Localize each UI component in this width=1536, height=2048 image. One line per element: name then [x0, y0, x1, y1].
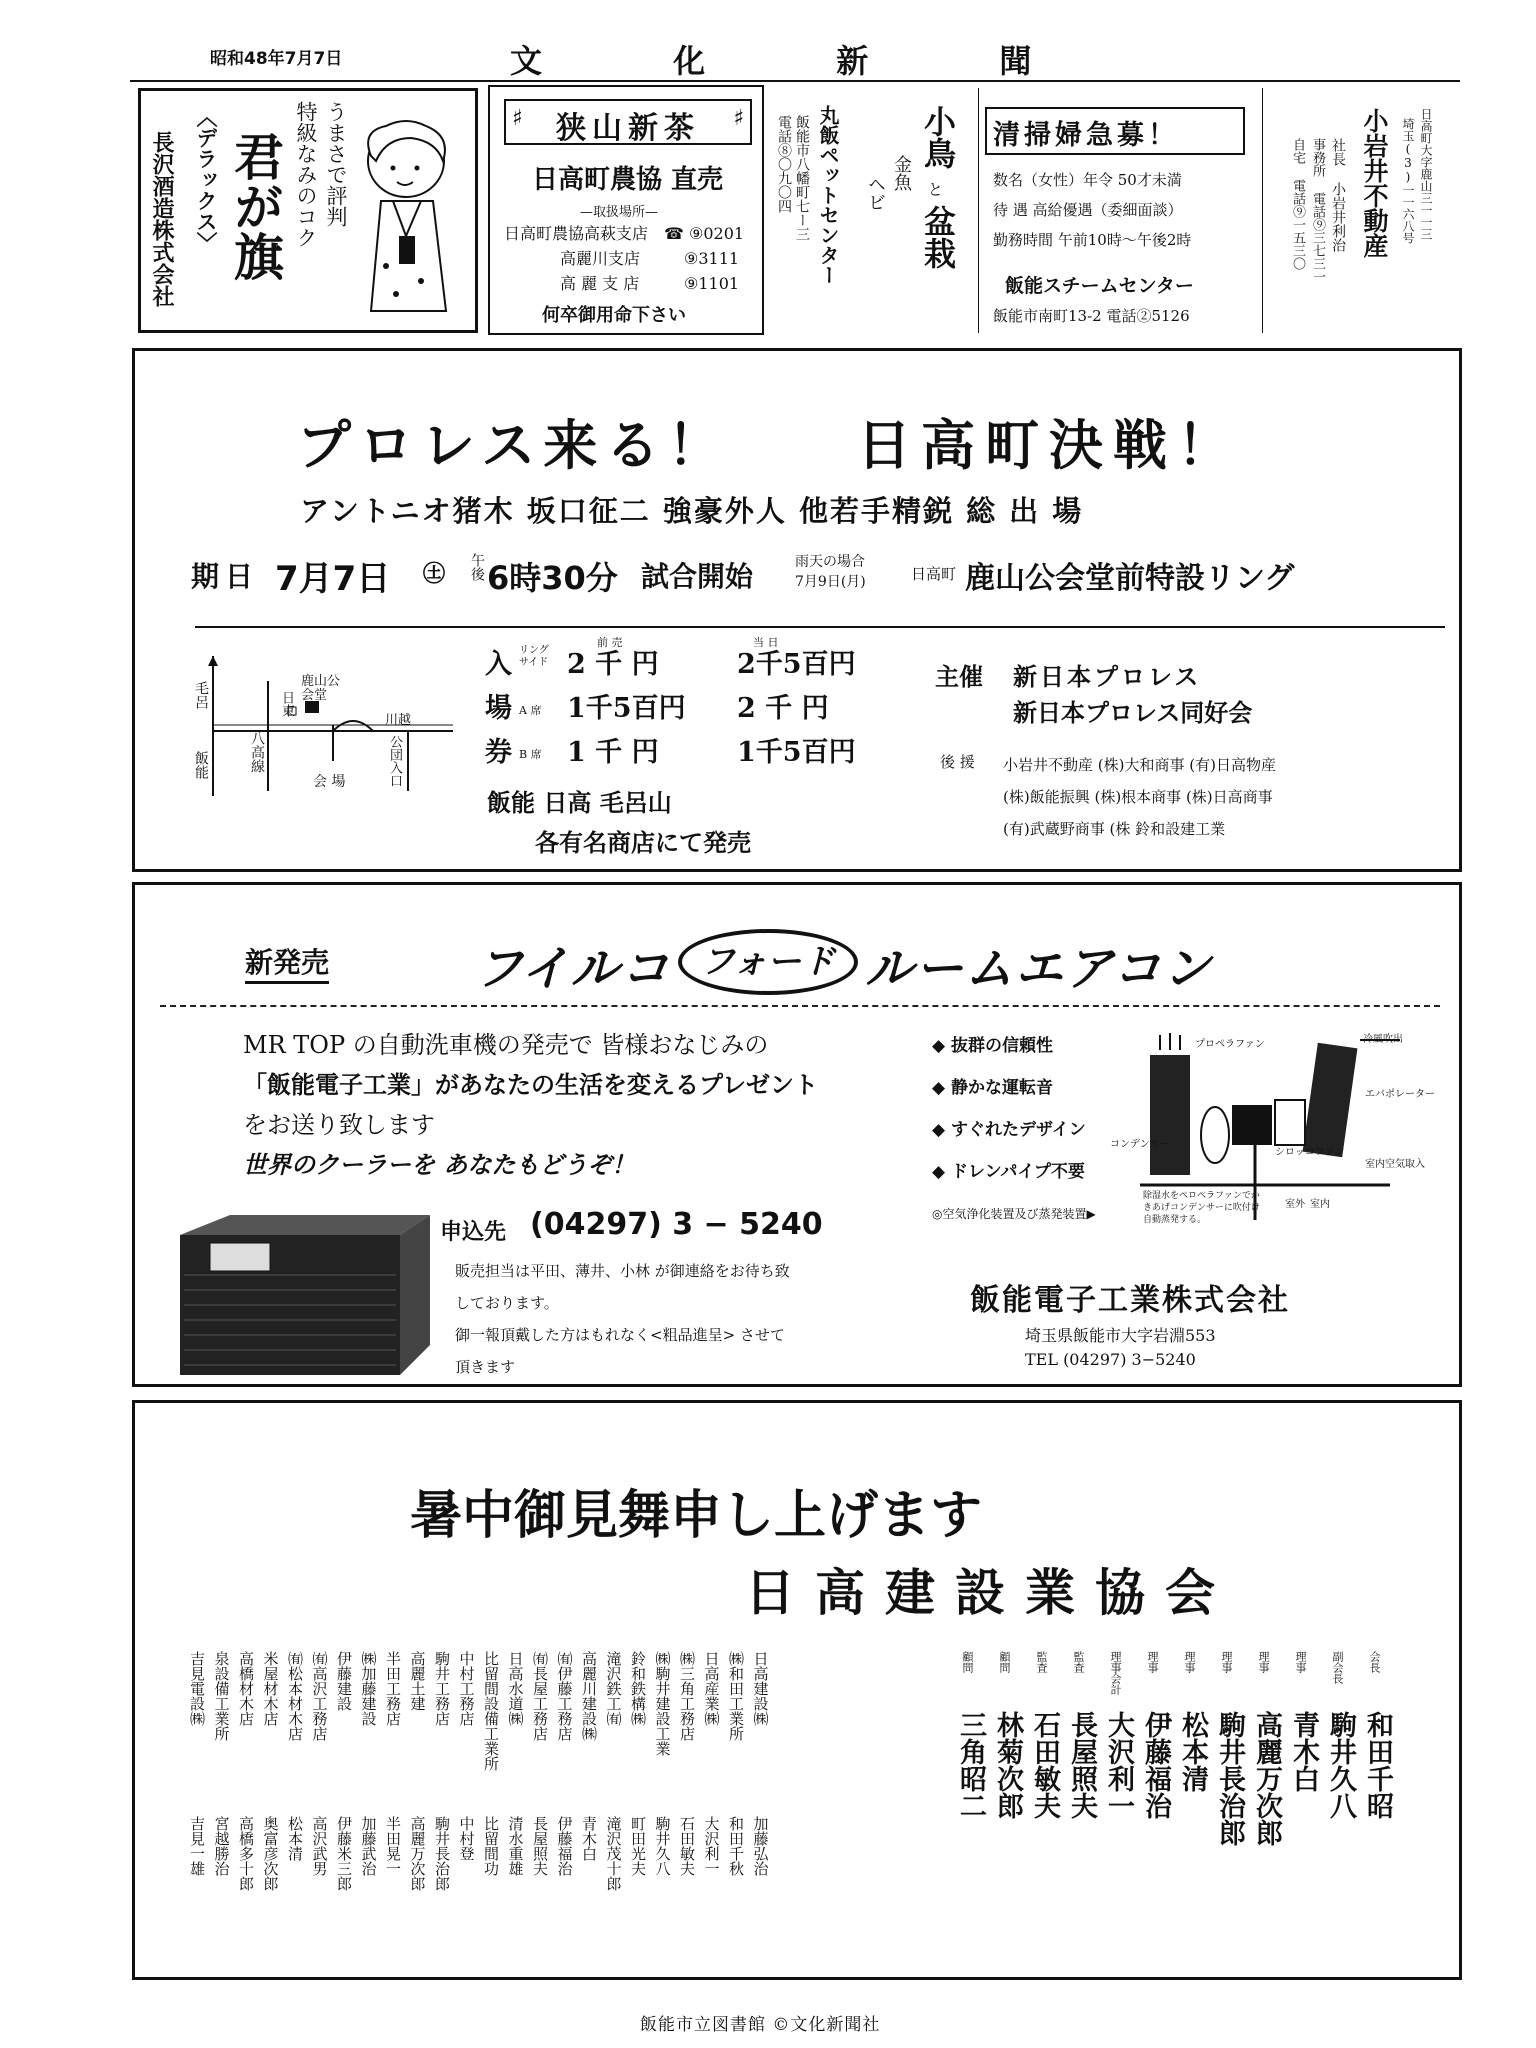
list-item: 「飯能電子工業」があなたの生活を変えるプレゼント [243, 1070, 819, 1099]
member-company: ㈱和田工業所 [727, 1651, 745, 1741]
pet-tel: 電話⑧〇九〇四 [776, 115, 792, 213]
member-person: 松本清 [286, 1816, 304, 1861]
member-company: 駒井工務店 [433, 1651, 451, 1726]
diagram-label-cool-air: 冷風吹出 [1363, 1034, 1403, 1045]
member-company: 高橋材木店 [237, 1651, 255, 1726]
table-row: 入 リングサイド 2 千 円 2千5百円 [485, 645, 856, 680]
divider [195, 626, 1445, 628]
member-company: 高麗川建設㈱ [580, 1651, 598, 1741]
brand-left: フイルコ [475, 941, 671, 997]
list-item: (株)飯能振興 (株)根本商事 (株)日高商事 [1003, 788, 1273, 806]
cleaning-details [993, 165, 1191, 255]
member-company: ㈱三角工務店 [678, 1651, 696, 1741]
officer-role: 理事 [1183, 1651, 1196, 1673]
officer-name: 長屋照夫 [1066, 1711, 1097, 1819]
paper-name: 文 化 新 聞 [510, 42, 1092, 80]
member-person: 長屋照夫 [531, 1816, 549, 1876]
member-company: 半田工務店 [384, 1651, 402, 1726]
member-person: 比留間功 [482, 1816, 500, 1876]
apply-notes [455, 1255, 790, 1383]
member-person: 吉見一雄 [188, 1816, 206, 1876]
list-item: 小岩井不動産 (株)大和商事 (有)日高物産 [1003, 756, 1276, 774]
member-company: 米屋材木店 [261, 1651, 280, 1726]
sayama-closing: 何卒御用命下さい [542, 305, 686, 326]
list-item: 販売担当は平田、薄井、小林 が御連絡をお待ち致 [455, 1262, 790, 1280]
member-company: ㈲高沢工務店 [310, 1651, 329, 1741]
diagram-label-outdoor: 室外 [1285, 1199, 1305, 1210]
officer-name: 石田敏夫 [1029, 1711, 1060, 1819]
ad-pro-wrestling [132, 348, 1462, 872]
list-item: ◆ 静かな運転音 [932, 1078, 1053, 1098]
date-label: 期日 [191, 560, 260, 593]
officer-role: 会長 [1368, 1651, 1381, 1673]
sponsor-list [1003, 749, 1276, 845]
member-company: 滝沢鉄工㈲ [604, 1651, 623, 1726]
member-company: ㈱駒井建設工業 [653, 1651, 672, 1756]
member-person: 石田敏夫 [678, 1816, 696, 1876]
list-item: 御一報頂戴した方はもれなく<粗品進呈> させて [455, 1326, 785, 1344]
pet-headline-to: と [925, 181, 944, 197]
rain-date-2: 7月9日(月) [795, 574, 866, 590]
divider [978, 88, 979, 333]
officer-name: 林菊次郎 [992, 1711, 1023, 1819]
officer-role: 監査 [1072, 1651, 1085, 1673]
officer-role: 理事 [1257, 1651, 1270, 1673]
association-name: 日高建設業協会 [745, 1564, 1235, 1622]
member-person: 駒井長治郎 [433, 1816, 451, 1891]
divider [160, 1005, 1440, 1007]
kimono-woman-illustration [351, 116, 466, 316]
list-item: をお送り致します [243, 1111, 435, 1139]
masthead [70, 36, 1470, 80]
ad-pet-center [770, 85, 970, 335]
officer-name: 大沢利一 [1103, 1711, 1134, 1819]
officer-list [935, 1651, 1395, 1951]
issue-date: 昭和48年7月7日 [210, 49, 343, 69]
ad-air-conditioner [132, 882, 1462, 1387]
wrestling-headline-left: プロレス来る！ [297, 413, 730, 477]
pet-items-b: ヘビ [865, 175, 886, 211]
koiwai-name: 小岩井不動産 [1360, 108, 1389, 258]
map-park: 公団入口 [387, 735, 402, 787]
organizer-1: 新日本プロレス [1013, 662, 1202, 691]
officer-name: 高麗万次郎 [1251, 1711, 1282, 1846]
sayama-shop-list [504, 221, 764, 296]
officer-name: 和田千昭 [1362, 1711, 1393, 1819]
list-item: ◆ ドレンパイプ不要 [932, 1162, 1085, 1182]
air-conditioner-unit-illustration [170, 1215, 460, 1380]
diagram-label-indoor: 室内 [1310, 1199, 1330, 1210]
map-higashi: 日東 [279, 691, 294, 717]
cleaning-title: 清掃婦急募！ [993, 120, 1179, 151]
member-company: 比留間設備工業所 [482, 1651, 500, 1771]
list-item: 勤務時間 午前10時～午後2時 [993, 231, 1192, 249]
map-kawagoe: 川越 [385, 713, 412, 728]
cleaning-address: 飯能市南町13-2 電話②5126 [993, 307, 1190, 325]
organizer-label: 主催 [935, 662, 983, 691]
event-date: 7月7日 [275, 559, 391, 599]
ad-koiwai-realestate [1268, 88, 1468, 333]
aircon-body [243, 1025, 818, 1185]
organizer-2: 新日本プロレス同好会 [1013, 698, 1253, 727]
member-company: 日高建設㈱ [751, 1651, 770, 1726]
ad-sayama-tea [488, 85, 764, 335]
list-item: しております。 [455, 1294, 559, 1312]
member-person: 高沢武男 [310, 1816, 329, 1876]
member-person: 大沢利一 [702, 1816, 721, 1876]
brand-badge: フォード [678, 929, 858, 995]
pet-name: 丸飯ペットセンター [816, 105, 840, 285]
wrestling-date-row [191, 551, 1431, 601]
officer-name: 伊藤福治 [1140, 1711, 1171, 1819]
officer-role: 顧問 [998, 1651, 1011, 1673]
diagram-label-propeller: プロペラファン [1195, 1039, 1265, 1050]
sayama-seller: 日高町農協 直売 [532, 165, 724, 195]
officer-name: 駒井長治郎 [1214, 1711, 1245, 1846]
koiwai-home: 自宅 電話⑨一五三〇 [1290, 138, 1305, 270]
masthead-rule [130, 80, 1460, 82]
koiwai-president: 社長 小岩井利治 [1330, 138, 1346, 252]
pet-address: 飯能市八幡町七ー三 [794, 115, 810, 241]
aircon-address: 埼玉県飯能市大字岩淵553 [1025, 1326, 1216, 1345]
apply-label: 申込先 [440, 1219, 507, 1245]
list-item: 日高町農協高萩支店 ☎ ⑨0201 [504, 224, 745, 243]
member-company: 日高水道㈱ [506, 1651, 525, 1726]
member-list [185, 1651, 775, 1951]
divider [1262, 88, 1263, 333]
member-company: 吉見電設㈱ [188, 1651, 206, 1726]
member-company: 伊藤建設 [335, 1651, 353, 1711]
time-prefix: 午後 [469, 553, 485, 581]
member-company: 泉設備工業所 [212, 1651, 231, 1741]
member-company: ㈲長屋工務店 [531, 1651, 549, 1741]
diagram-label-intake: 室内空気取入 [1365, 1159, 1425, 1170]
ad-summer-greeting [132, 1400, 1462, 1980]
map-hachiko: 八高線 [249, 731, 265, 773]
pet-headline-a: 小鳥 [919, 105, 957, 169]
member-person: 清水重雄 [506, 1816, 525, 1876]
member-company: 日高産業㈱ [702, 1651, 721, 1726]
event-day: ㊏ [423, 561, 446, 587]
member-person: 半田晃一 [384, 1816, 402, 1876]
list-item: 待 遇 高給優遇（委細面談） [993, 201, 1183, 219]
match-start: 試合開始 [641, 560, 754, 593]
list-item: 高麗川支店 ⑨3111 [560, 249, 740, 268]
member-person: 高橋多十郎 [237, 1816, 255, 1891]
koiwai-address: 日高町大字鹿山三一一三 [1419, 108, 1433, 240]
sale-note: 各有名商店にて発売 [535, 828, 751, 857]
venue-prefix: 日高町 [911, 565, 957, 583]
event-time: 6時30分 [487, 559, 618, 597]
officer-role: 顧問 [961, 1651, 974, 1673]
kimigayo-company: 長沢酒造株式会社 [149, 131, 175, 307]
member-person: 加藤武治 [359, 1816, 378, 1876]
aircon-features [932, 1025, 1086, 1193]
ad-kimigayo [138, 88, 478, 333]
list-item: 頂きます [455, 1358, 516, 1376]
list-item: ◆ すぐれたデザイン [932, 1120, 1086, 1140]
map-venue: 会 場 [313, 774, 346, 790]
list-item: (有)武蔵野商事 (株 鈴和設建工業 [1003, 820, 1226, 838]
officer-role: 理事会計 [1109, 1651, 1122, 1695]
list-item: 数名（女性）年令 50才未満 [993, 171, 1182, 189]
member-company: 高麗土建 [408, 1651, 427, 1711]
price-header-day: 当 日 [753, 636, 779, 649]
cleaning-title-frame [985, 107, 1245, 155]
kimigayo-grade: 〈デラックス〉 [194, 106, 219, 253]
member-person: 町田光夫 [629, 1816, 647, 1876]
member-person: 宮越勝治 [212, 1816, 231, 1876]
officer-name: 松本清 [1177, 1711, 1208, 1792]
list-item: 高 麗 支 店 ⑨1101 [560, 274, 740, 293]
member-company: ㈱加藤建設 [359, 1651, 378, 1726]
member-company: ㈲松本材木店 [286, 1651, 304, 1741]
wrestling-headline-right: 日高町決戦！ [857, 413, 1241, 477]
sale-places: 飯能 日高 毛呂山 [487, 788, 672, 817]
hash-icon: ♯ [512, 105, 523, 131]
rain-date-1: 雨天の場合 [795, 554, 865, 570]
map-hanno: 飯能 [193, 751, 209, 779]
sayama-shops-heading: —取扱場所— [580, 205, 659, 220]
diagram-label-condenser: コンデンサー [1110, 1139, 1170, 1150]
member-person: 和田千秋 [727, 1816, 745, 1876]
new-release-label: 新発売 [245, 941, 329, 984]
hash-icon: ♯ [733, 105, 744, 131]
pet-items-a: 金魚 [891, 155, 912, 191]
map-kouminkan: 鹿山公会堂 [301, 674, 341, 703]
aircon-tel: TEL (04297) 3−5240 [1025, 1350, 1196, 1369]
cleaning-company: 飯能スチームセンター [1005, 275, 1194, 297]
member-company: ㈲伊藤工務店 [555, 1651, 574, 1741]
officer-role: 監査 [1035, 1651, 1048, 1673]
officer-role: 理事 [1220, 1651, 1233, 1673]
diagram-label-sirocco: シロッコファン [1275, 1147, 1345, 1158]
officer-role: 理事 [1294, 1651, 1307, 1673]
member-person: 青木白 [580, 1816, 598, 1861]
member-person: 中村登 [457, 1816, 476, 1861]
member-person: 伊藤米三郎 [335, 1816, 353, 1891]
member-person: 加藤弘治 [751, 1816, 770, 1876]
member-person: 伊藤福治 [555, 1816, 574, 1876]
list-item: ◆ 抜群の信頼性 [932, 1036, 1053, 1056]
koiwai-office: 事務所 電話⑨三七三一 [1310, 138, 1325, 283]
feature-note: ◎空気浄化装置及び蒸発装置▶ [932, 1207, 1096, 1221]
map-moro: 毛呂 [193, 681, 209, 709]
table-row: 場 A 席 1千5百円 2 千 円 [485, 693, 829, 724]
footer-credit: 飯能市立図書館 ©文化新聞社 [640, 2015, 881, 2035]
officer-name: 三角昭二 [955, 1711, 986, 1819]
sayama-title: 狭山新茶 [556, 111, 700, 146]
price-header-pre: 前 売 [597, 636, 623, 649]
member-company: 中村工務店 [457, 1651, 476, 1726]
kimigayo-tag2: うまさで評判 [324, 101, 348, 227]
greeting-headline: 暑中御見舞申し上げます [410, 1486, 983, 1546]
officer-name: 駒井久八 [1325, 1711, 1356, 1819]
aircon-company: 飯能電子工業株式会社 [970, 1283, 1290, 1318]
member-person: 滝沢茂十郎 [604, 1816, 623, 1891]
apply-tel: (04297) 3 − 5240 [530, 1207, 823, 1242]
member-person: 駒井久八 [653, 1816, 672, 1876]
kimigayo-tag1: 特級なみのコク [294, 101, 318, 248]
diagram-note: 除湿水をペロペラファンでかきあげコンデンサーに吹付け自動蒸発する。 [1143, 1191, 1260, 1225]
officer-role: 副会長 [1331, 1651, 1344, 1684]
table-row: 券 B 席 1 千 円 1千5百円 [485, 737, 856, 768]
brand-right: ルームエアコン [865, 941, 1213, 997]
venue: 鹿山公会堂前特設リング [965, 561, 1295, 596]
pet-headline-b: 盆栽 [919, 205, 957, 269]
list-item: MR TOP の自動洗車機の発売で 皆様おなじみの [243, 1031, 769, 1059]
member-company: 鈴和鉄構㈱ [629, 1651, 647, 1726]
list-item: 世界のクーラーを あなたもどうぞ！ [243, 1150, 636, 1179]
sponsor-label: 後 援 [940, 753, 975, 771]
ad-cleaning-staff [985, 85, 1255, 335]
koiwai-license: 埼玉(3)一一六八号 [1401, 118, 1415, 244]
member-person: 高麗万次郎 [408, 1816, 427, 1891]
sayama-title-frame [504, 99, 752, 145]
diagram-label-evaporator: エバポレーター [1365, 1089, 1435, 1100]
officer-role: 理事 [1146, 1651, 1159, 1673]
wrestling-lineup: アントニオ猪木 坂口征二 強豪外人 他若手精鋭 総 出 場 [300, 494, 1084, 528]
kimigayo-product: 君が旗 [226, 131, 285, 281]
member-person: 奥富彦次郎 [261, 1816, 280, 1891]
ticket-table [485, 643, 905, 775]
officer-name: 青木白 [1288, 1711, 1319, 1792]
